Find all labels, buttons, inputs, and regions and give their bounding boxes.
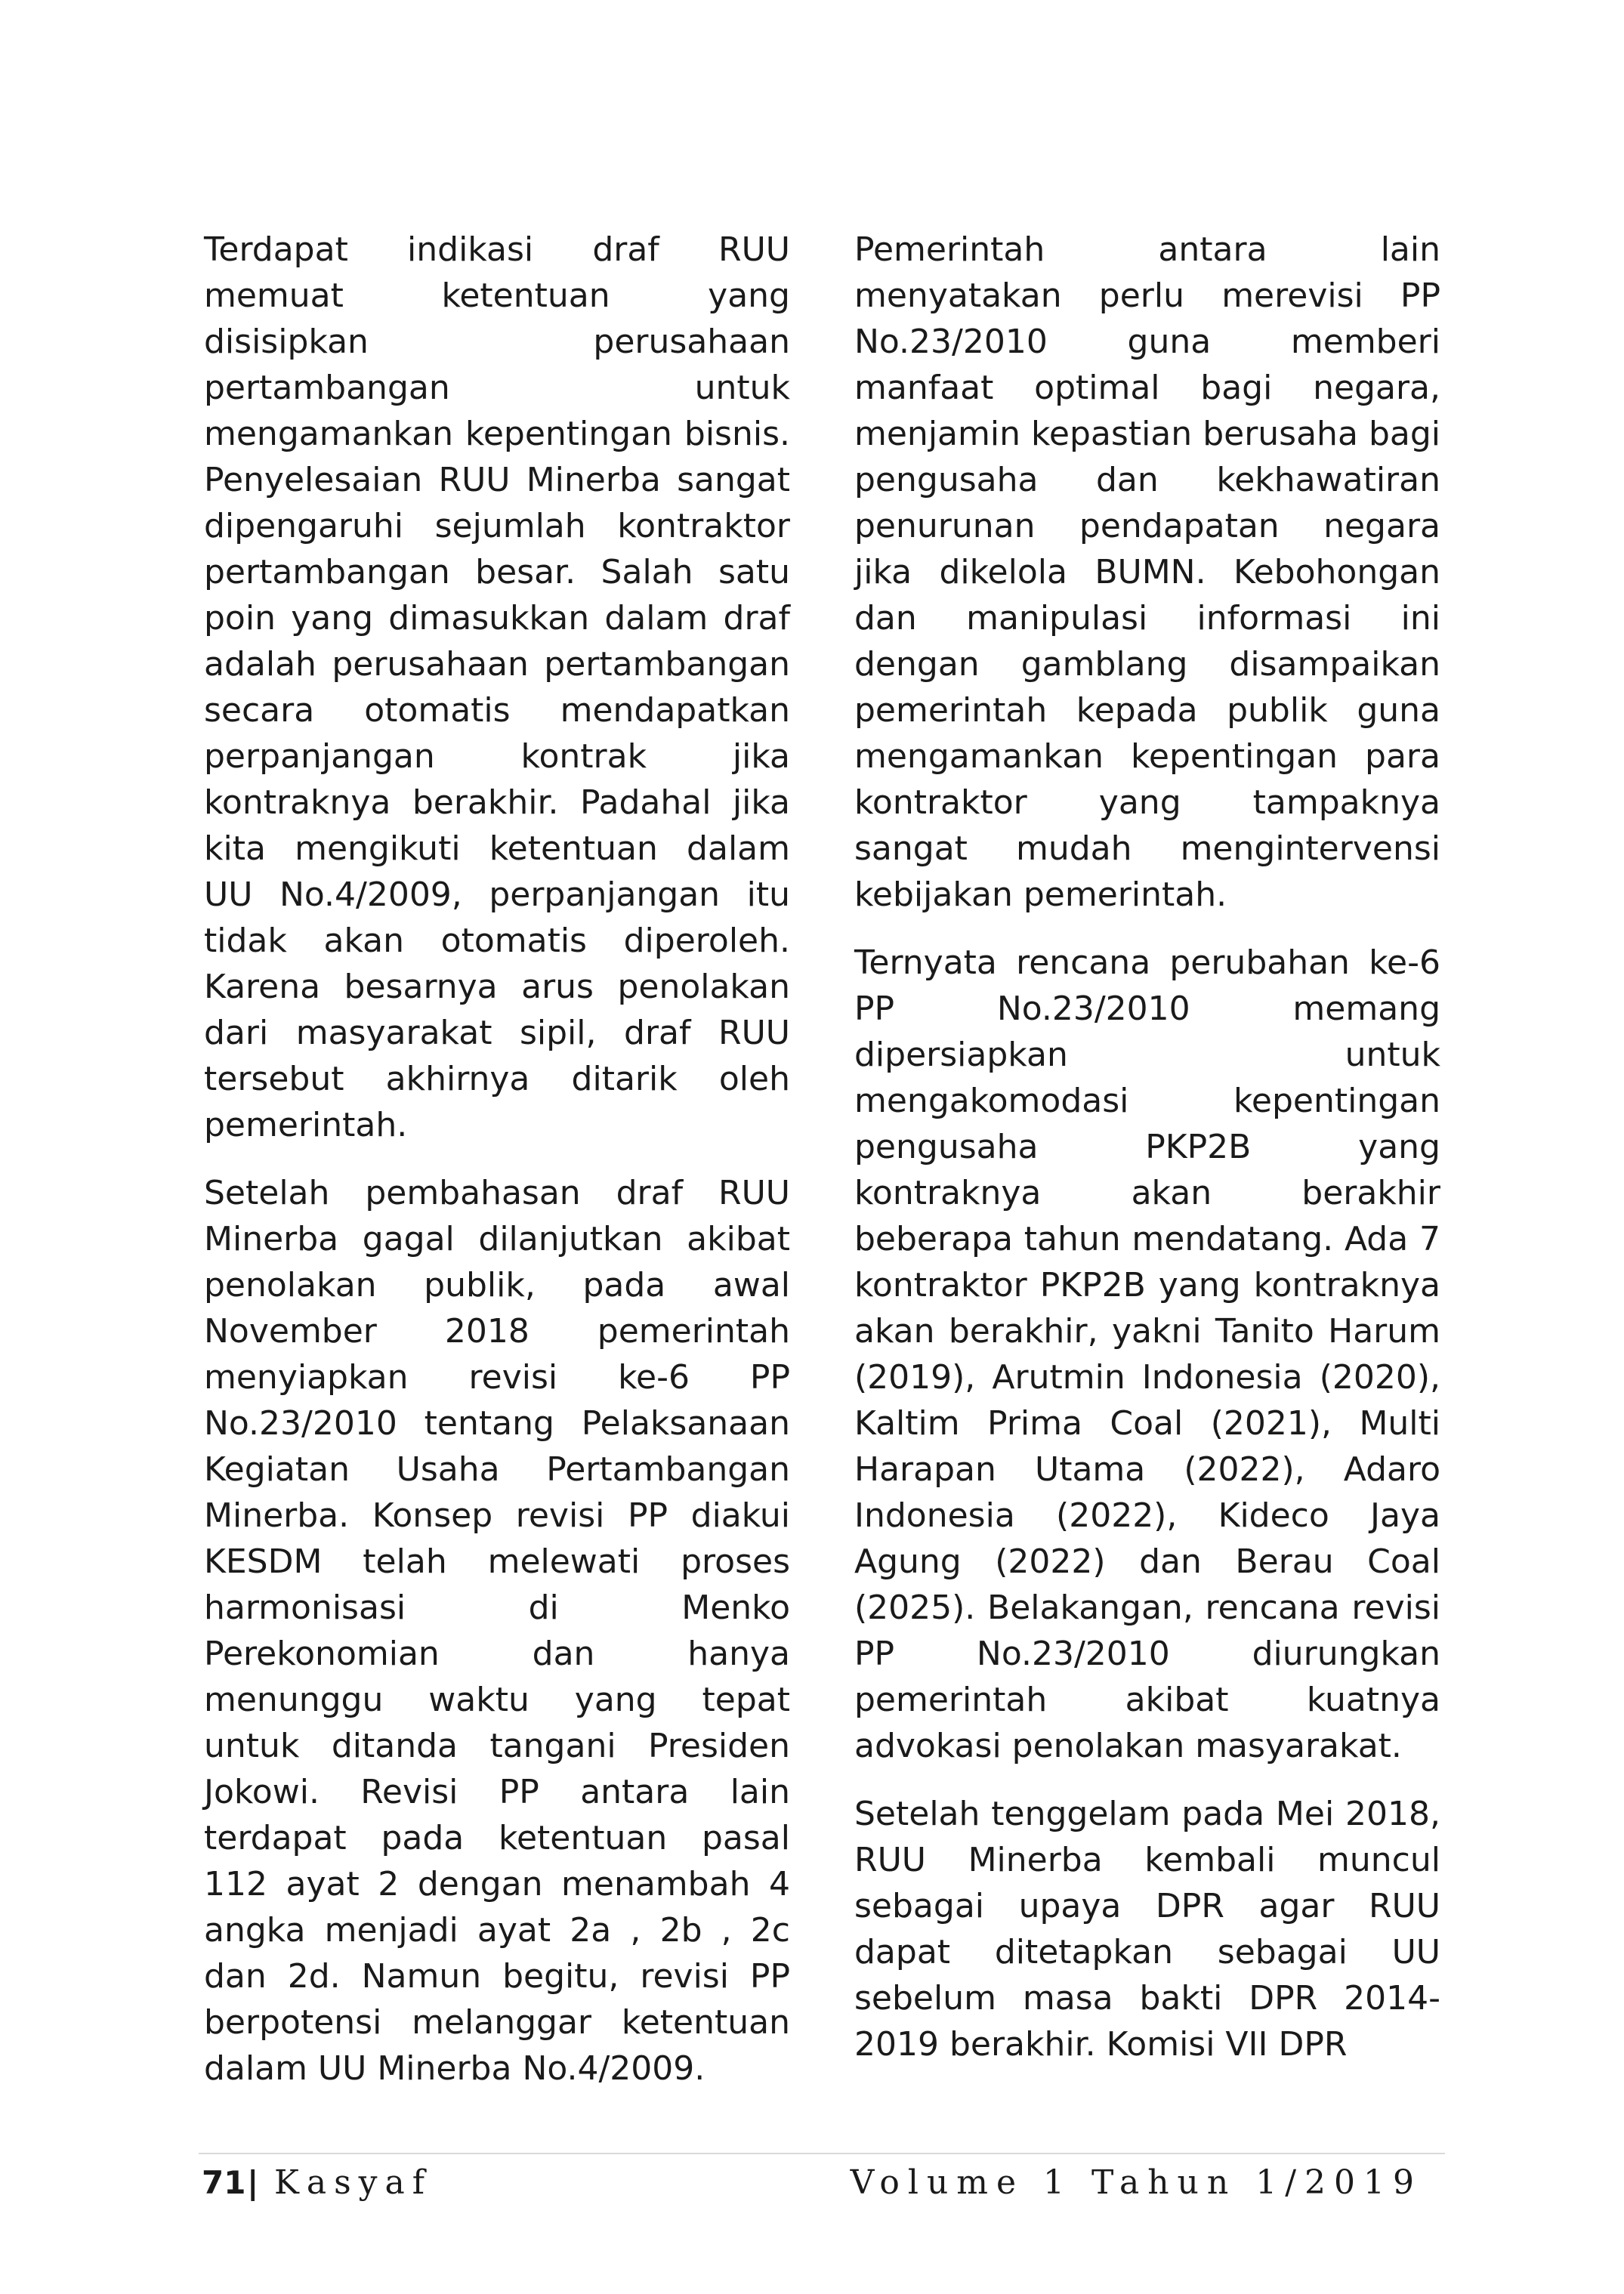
page-footer [199,2159,1422,2212]
paragraph: Terdapat indikasi draf RUU memuat ketentuan yang disisipkan perusahaan pertambangan untuk mengamankan kepentingan bisnis. Penyelesaian RUU Minerba sangat dipengaruhi sejumlah kontraktor pertambangan besar. Salah satu poin yang dimasukkan dalam draf adalah perusahaan pertambangan secara otomatis mendapatkan perpanjangan kontrak jika kontraknya berakhir. Padahal jika kita mengikuti ketentuan dalam UU No.4/2009, perpanjangan itu tidak akan otomatis diperoleh. Karena besarnya arus penolakan dari masyarakat sipil, draf RUU tersebut akhirnya ditarik oleh pemerintah. [204,230,790,1144]
page-number: 71 [202,2164,246,2201]
paragraph: Ternyata rencana perubahan ke-6 PP No.23/2010 memang dipersiapkan untuk mengakomodasi kepentingan pengusaha PKP2B yang kontraknya akan berakhir beberapa tahun mendatang. Ada 7 kontraktor PKP2B yang kontraknya akan berakhir, yakni Tanito Harum (2019), Arutmin Indonesia (2020), Kaltim Prima Coal (2021), Multi Harapan Utama (2022), Adaro Indonesia (2022), Kideco Jaya Agung (2022) dan Berau Coal (2025). Belakangan, rencana revisi PP No.23/2010 diurungkan pemerintah akibat kuatnya advokasi penolakan masyarakat. [854,943,1440,1765]
paragraph: Setelah tenggelam pada Mei 2018, RUU Minerba kembali muncul sebagai upaya DPR agar RUU dapat ditetapkan sebagai UU sebelum masa bakti DPR 2014-2019 berakhir. Komisi VII DPR [854,1795,1440,2064]
volume-label: Volume 1 Tahun 1/2019 [850,2163,1422,2202]
left-text-column [204,227,790,2113]
paragraph: Setelah pembahasan draf RUU Minerba gagal dilanjutkan akibat penolakan publik, pada awal November 2018 pemerintah menyiapkan revisi ke-6 PP No.23/2010 tentang Pelaksanaan Kegiatan Usaha Pertambangan Minerba. Konsep revisi PP diakui KESDM telah melewati proses harmonisasi di Menko Perekonomian dan hanya menunggu waktu yang tepat untuk ditanda tangani Presiden Jokowi. Revisi PP antara lain terdapat pada ketentuan pasal 112 ayat 2 dengan menambah 4 angka menjadi ayat 2a , 2b , 2c dan 2d. Namun begitu, revisi PP berpotensi melanggar ketentuan dalam UU Minerba No.4/2009. [204,1174,790,2088]
right-text-column [854,227,1440,2089]
paragraph: Pemerintah antara lain menyatakan perlu merevisi PP No.23/2010 guna memberi manfaat optimal bagi negara, menjamin kepastian berusaha bagi pengusaha dan kekhawatiran penurunan pendapatan negara jika dikelola BUMN. Kebohongan dan manipulasi informasi ini dengan gamblang disampaikan pemerintah kepada publik guna mengamankan kepentingan para kontraktor yang tampaknya sangat mudah mengintervensi kebijakan pemerintah. [854,230,1440,914]
footer-separator: | [247,2164,259,2201]
journal-name: Kasyaf [274,2163,433,2202]
footer-divider [199,2153,1445,2154]
